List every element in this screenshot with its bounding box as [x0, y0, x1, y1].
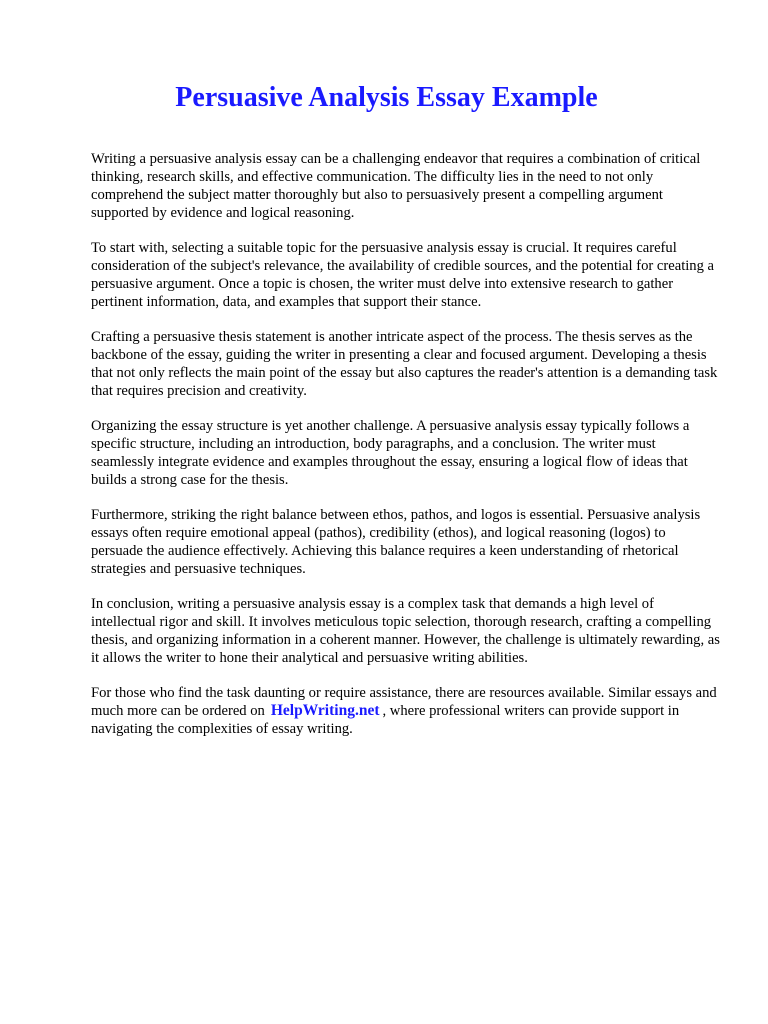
paragraph-intro: Writing a persuasive analysis essay can be a challenging endeavor that requires a combination of critical thinking, research skills, and effective communication. The difficulty lies in the need to not only comprehend the subject matter thoroughly but also to persuasively present a compelling argument supported by evidence and logical reasoning. — [91, 151, 701, 221]
resources-text-before: For those who find the task daunting or require assistance, there are resources available. Similar essays and much more can be ordered on — [91, 685, 717, 719]
paragraph-conclusion: In conclusion, writing a persuasive analysis essay is a complex task that demands a high level of intellectual rigor and skill. It involves meticulous topic selection, thorough research, crafting a compelling thesis, and organizing information in a coherent manner. However, the challenge is ultimately rewarding, as it allows the writer to hone their analytical and persuasive writing abilities. — [91, 596, 720, 666]
paragraph-resources — [91, 684, 720, 738]
paragraph-topic-selection: To start with, selecting a suitable topic for the persuasive analysis essay is crucial. It requires careful consideration of the subject's relevance, the availability of credible sources, and the potential for creating a persuasive argument. Once a topic is chosen, the writer must delve into extensive research to gather pertinent information, data, and examples that support their stance. — [91, 240, 715, 310]
helpwriting-link[interactable]: HelpWriting.net — [270, 702, 380, 719]
paragraph-rhetoric: Furthermore, striking the right balance between ethos, pathos, and logos is essential. Persuasive analysis essays often require emotional appeal (pathos), credibility (ethos), and logical reasoning (logos) to persuade the audience effectively. Achieving this balance requires a keen understanding of rhetorical strategies and persuasive techniques. — [91, 507, 701, 577]
paragraph-structure: Organizing the essay structure is yet another challenge. A persuasive analysis essay typically follows a specific structure, including an introduction, body paragraphs, and a conclusion. The writer must seamlessly integrate evidence and examples throughout the essay, ensuring a logical flow of ideas that builds a strong case for the thesis. — [91, 418, 690, 488]
resources-text-after: , where professional writers can provide support in navigating the complexities of essay writing. — [91, 703, 680, 737]
paragraph-thesis: Crafting a persuasive thesis statement is another intricate aspect of the process. The thesis serves as the backbone of the essay, guiding the writer in presenting a clear and focused argument. Developing a thesis that not only reflects the main point of the essay but also captures the reader's attention is a demanding task that requires precision and creativity. — [91, 329, 718, 399]
page-title: Persuasive Analysis Essay Example — [175, 82, 598, 113]
